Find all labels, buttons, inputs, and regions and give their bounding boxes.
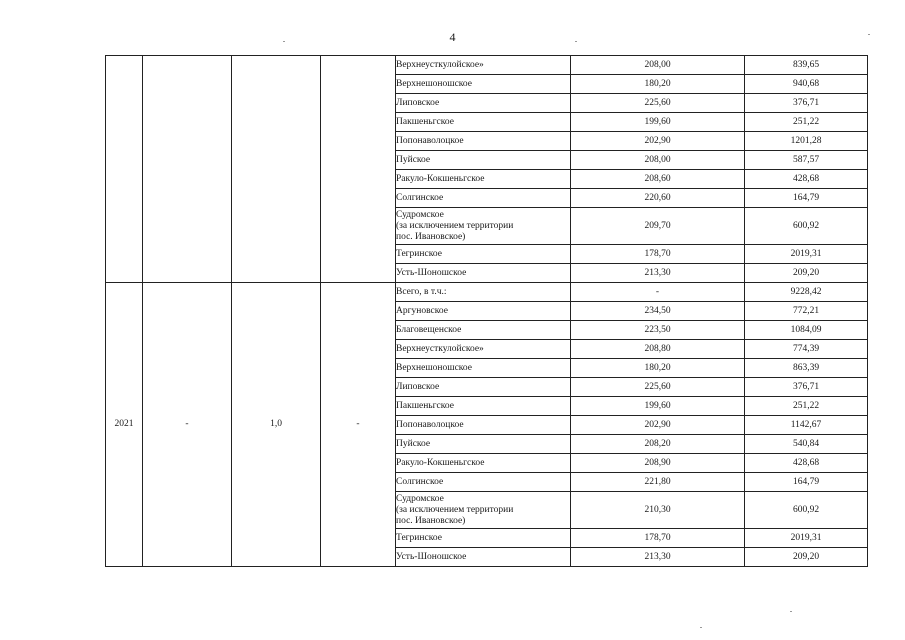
norm-value: 178,70 [571,245,745,264]
volume-value: 540,84 [745,435,868,454]
settlement-name: Тегринское [396,245,571,264]
volume-value: 772,21 [745,302,868,321]
volume-value: 774,39 [745,340,868,359]
table-row [106,56,868,75]
volume-value: 1142,67 [745,416,868,435]
year-cell: 2021 [106,283,143,567]
settlement-name: Ракуло-Кокшеньгское [396,170,571,189]
col3-cell-empty [232,56,321,283]
settlement-name: Благовещенское [396,321,571,340]
norm-value: 180,20 [571,75,745,94]
volume-value: 376,71 [745,378,868,397]
norm-value: 210,30 [571,492,745,529]
settlement-name: Пакшеньгское [396,397,571,416]
norm-value: 202,90 [571,132,745,151]
settlement-name: Аргуновское [396,302,571,321]
volume-value: 251,22 [745,397,868,416]
norm-value: 202,90 [571,416,745,435]
page-number: 4 [449,30,456,44]
volume-value: 839,65 [745,56,868,75]
table-body [106,56,868,567]
volume-value: 9228,42 [745,283,868,302]
volume-value: 209,20 [745,548,868,567]
norm-value: 213,30 [571,548,745,567]
col2-cell-empty [143,56,232,283]
volume-value: 2019,31 [745,529,868,548]
settlement-name: Верхнешоношское [396,359,571,378]
settlement-name: Верхнешоношское [396,75,571,94]
norm-value: 225,60 [571,94,745,113]
norm-value: 209,70 [571,208,745,245]
volume-value: 587,57 [745,151,868,170]
norm-value: 225,60 [571,378,745,397]
settlement-name: Судромское (за исключением территории пос. Ивановское) [396,208,571,245]
norm-value: 180,20 [571,359,745,378]
volume-value: 209,20 [745,264,868,283]
tariff-table [105,55,868,567]
col4-cell: - [321,283,396,567]
settlement-name: Тегринское [396,529,571,548]
settlement-name: Попонаволоцкое [396,132,571,151]
norm-value: 221,80 [571,473,745,492]
volume-value: 1084,09 [745,321,868,340]
col2-cell: - [143,283,232,567]
settlement-name: Солгинское [396,189,571,208]
norm-value: 178,70 [571,529,745,548]
norm-value: 208,00 [571,151,745,170]
norm-value: 223,50 [571,321,745,340]
settlement-name: Попонаволоцкое [396,416,571,435]
volume-value: 600,92 [745,492,868,529]
settlement-name: Верхнеусткулойское» [396,340,571,359]
settlement-name: Судромское (за исключением территории пос. Ивановское) [396,492,571,529]
norm-value: 213,30 [571,264,745,283]
norm-value: 208,90 [571,454,745,473]
norm-value: 208,00 [571,56,745,75]
settlement-name: Липовское [396,94,571,113]
volume-value: 940,68 [745,75,868,94]
settlement-name: Усть-Шоношское [396,548,571,567]
volume-value: 1201,28 [745,132,868,151]
table-row [106,283,868,302]
volume-value: 376,71 [745,94,868,113]
volume-value: 251,22 [745,113,868,132]
settlement-name: Усть-Шоношское [396,264,571,283]
volume-value: 428,68 [745,454,868,473]
settlement-name: Всего, в т.ч.: [396,283,571,302]
volume-value: 600,92 [745,208,868,245]
norm-value: 199,60 [571,113,745,132]
norm-value: 208,20 [571,435,745,454]
settlement-name: Пуйское [396,151,571,170]
norm-value: 220,60 [571,189,745,208]
settlement-name: Ракуло-Кокшеньгское [396,454,571,473]
norm-value: 208,80 [571,340,745,359]
col3-cell: 1,0 [232,283,321,567]
settlement-name: Липовское [396,378,571,397]
norm-value: 208,60 [571,170,745,189]
volume-value: 164,79 [745,473,868,492]
col4-cell-empty [321,56,396,283]
settlement-name: Пуйское [396,435,571,454]
volume-value: 2019,31 [745,245,868,264]
settlement-name: Пакшеньгское [396,113,571,132]
volume-value: 428,68 [745,170,868,189]
settlement-name: Верхнеусткулойское» [396,56,571,75]
norm-value: 199,60 [571,397,745,416]
volume-value: 164,79 [745,189,868,208]
norm-value: 234,50 [571,302,745,321]
norm-value: - [571,283,745,302]
year-cell-empty [106,56,143,283]
volume-value: 863,39 [745,359,868,378]
settlement-name: Солгинское [396,473,571,492]
